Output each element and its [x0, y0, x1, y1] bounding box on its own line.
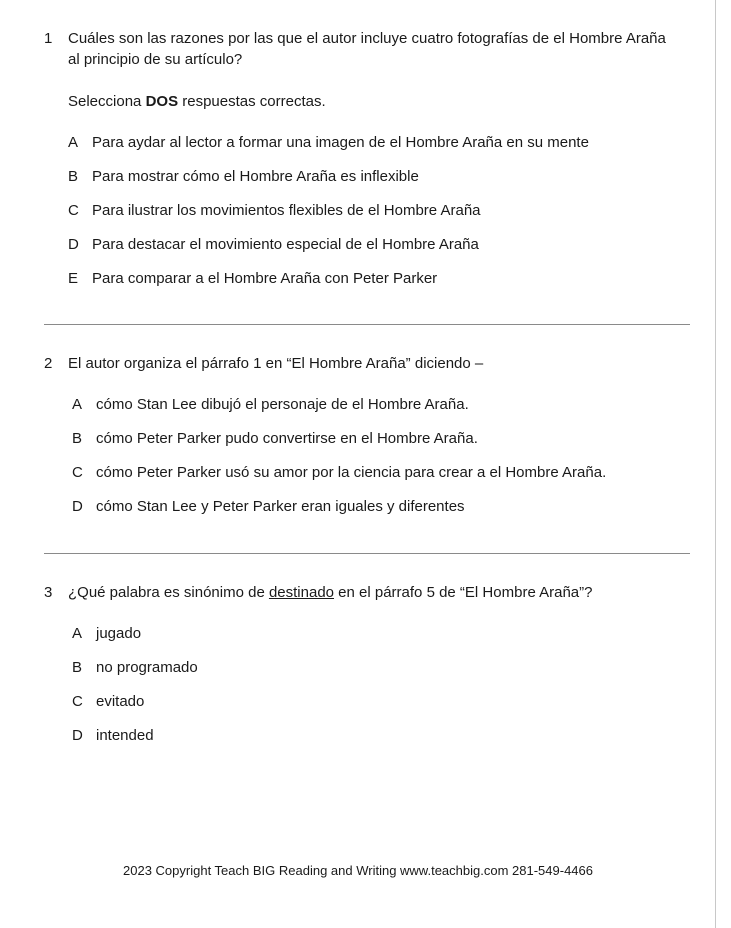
- option-letter: D: [72, 498, 83, 515]
- questions-container: [44, 28, 690, 746]
- option-row[interactable]: [44, 623, 690, 644]
- question-2-header: [44, 353, 690, 374]
- option-letter: C: [72, 693, 83, 710]
- option-row[interactable]: [44, 496, 690, 517]
- question-3-underlined-word: destinado: [268, 584, 335, 601]
- option-row[interactable]: [44, 725, 690, 746]
- question-block-3: [44, 582, 690, 746]
- question-3-prompt-part1: ¿Qué palabra es sinónimo de: [68, 584, 269, 601]
- option-text: cómo Stan Lee dibujó el personaje de el Hombre Araña.: [96, 396, 469, 413]
- option-letter: B: [72, 430, 83, 447]
- option-row[interactable]: [44, 691, 690, 712]
- option-text: Para aydar al lector a formar una imagen de el Hombre Araña en su mente: [92, 134, 589, 151]
- option-text: Para ilustrar los movimientos flexibles de el Hombre Araña: [92, 202, 481, 219]
- option-row[interactable]: [44, 428, 690, 449]
- question-2-prompt: El autor organiza el párrafo 1 en “El Hombre Araña” diciendo –: [68, 355, 484, 372]
- option-row[interactable]: [44, 234, 690, 255]
- question-divider: [44, 553, 690, 554]
- question-3-header: [44, 582, 690, 603]
- option-text: Para comparar a el Hombre Araña con Peter Parker: [92, 270, 438, 287]
- question-3-prompt: [68, 582, 690, 603]
- question-block-1: [44, 28, 690, 289]
- option-text: no programado: [96, 659, 198, 676]
- question-2-options: [44, 394, 690, 517]
- option-row[interactable]: [44, 462, 690, 483]
- question-1-header: [44, 28, 690, 70]
- option-letter: A: [68, 134, 79, 151]
- question-3-prompt-part2: en el párrafo 5 de “El Hombre Araña”?: [334, 584, 593, 601]
- option-letter: D: [68, 236, 79, 253]
- option-letter: C: [72, 464, 83, 481]
- option-text: cómo Peter Parker usó su amor por la ciencia para crear a el Hombre Araña.: [96, 464, 607, 481]
- question-1-instruction: [68, 91, 690, 112]
- question-block-2: [44, 353, 690, 517]
- option-letter: B: [68, 168, 79, 185]
- option-row[interactable]: [44, 394, 690, 415]
- option-text: cómo Peter Parker pudo convertirse en el Hombre Araña.: [96, 430, 478, 447]
- question-divider: [44, 324, 690, 325]
- instruction-bold-dos: DOS: [145, 93, 179, 110]
- option-letter: E: [68, 270, 79, 287]
- option-letter: B: [72, 659, 83, 676]
- option-letter: A: [72, 396, 83, 413]
- option-text: jugado: [96, 625, 142, 642]
- question-3-options: [44, 623, 690, 746]
- option-text: intended: [96, 727, 154, 744]
- option-row[interactable]: [44, 200, 690, 221]
- option-text: Para destacar el movimiento especial de el Hombre Araña: [92, 236, 479, 253]
- instruction-prefix: Selecciona: [68, 93, 146, 110]
- question-1-prompt: Cuáles son las razones por las que el autor incluye cuatro fotografías de el Hombre Araña al principio de su artículo?: [68, 30, 666, 68]
- option-row[interactable]: [44, 657, 690, 678]
- option-letter: D: [72, 727, 83, 744]
- option-text: evitado: [96, 693, 145, 710]
- instruction-suffix: respuestas correctas.: [178, 93, 326, 110]
- page-footer: 2023 Copyright Teach BIG Reading and Writing www.teachbig.com 281-549-4466: [123, 863, 593, 878]
- option-row[interactable]: [44, 132, 690, 153]
- option-row[interactable]: [44, 268, 690, 289]
- option-row[interactable]: [44, 166, 690, 187]
- option-text: cómo Stan Lee y Peter Parker eran iguales y diferentes: [96, 498, 465, 515]
- question-2-number: 2: [44, 355, 53, 372]
- option-letter: C: [68, 202, 79, 219]
- option-letter: A: [72, 625, 83, 642]
- question-1-options: [44, 132, 690, 289]
- question-3-number: 3: [44, 584, 53, 601]
- question-1-number: 1: [44, 30, 53, 47]
- option-text: Para mostrar cómo el Hombre Araña es inflexible: [92, 168, 419, 185]
